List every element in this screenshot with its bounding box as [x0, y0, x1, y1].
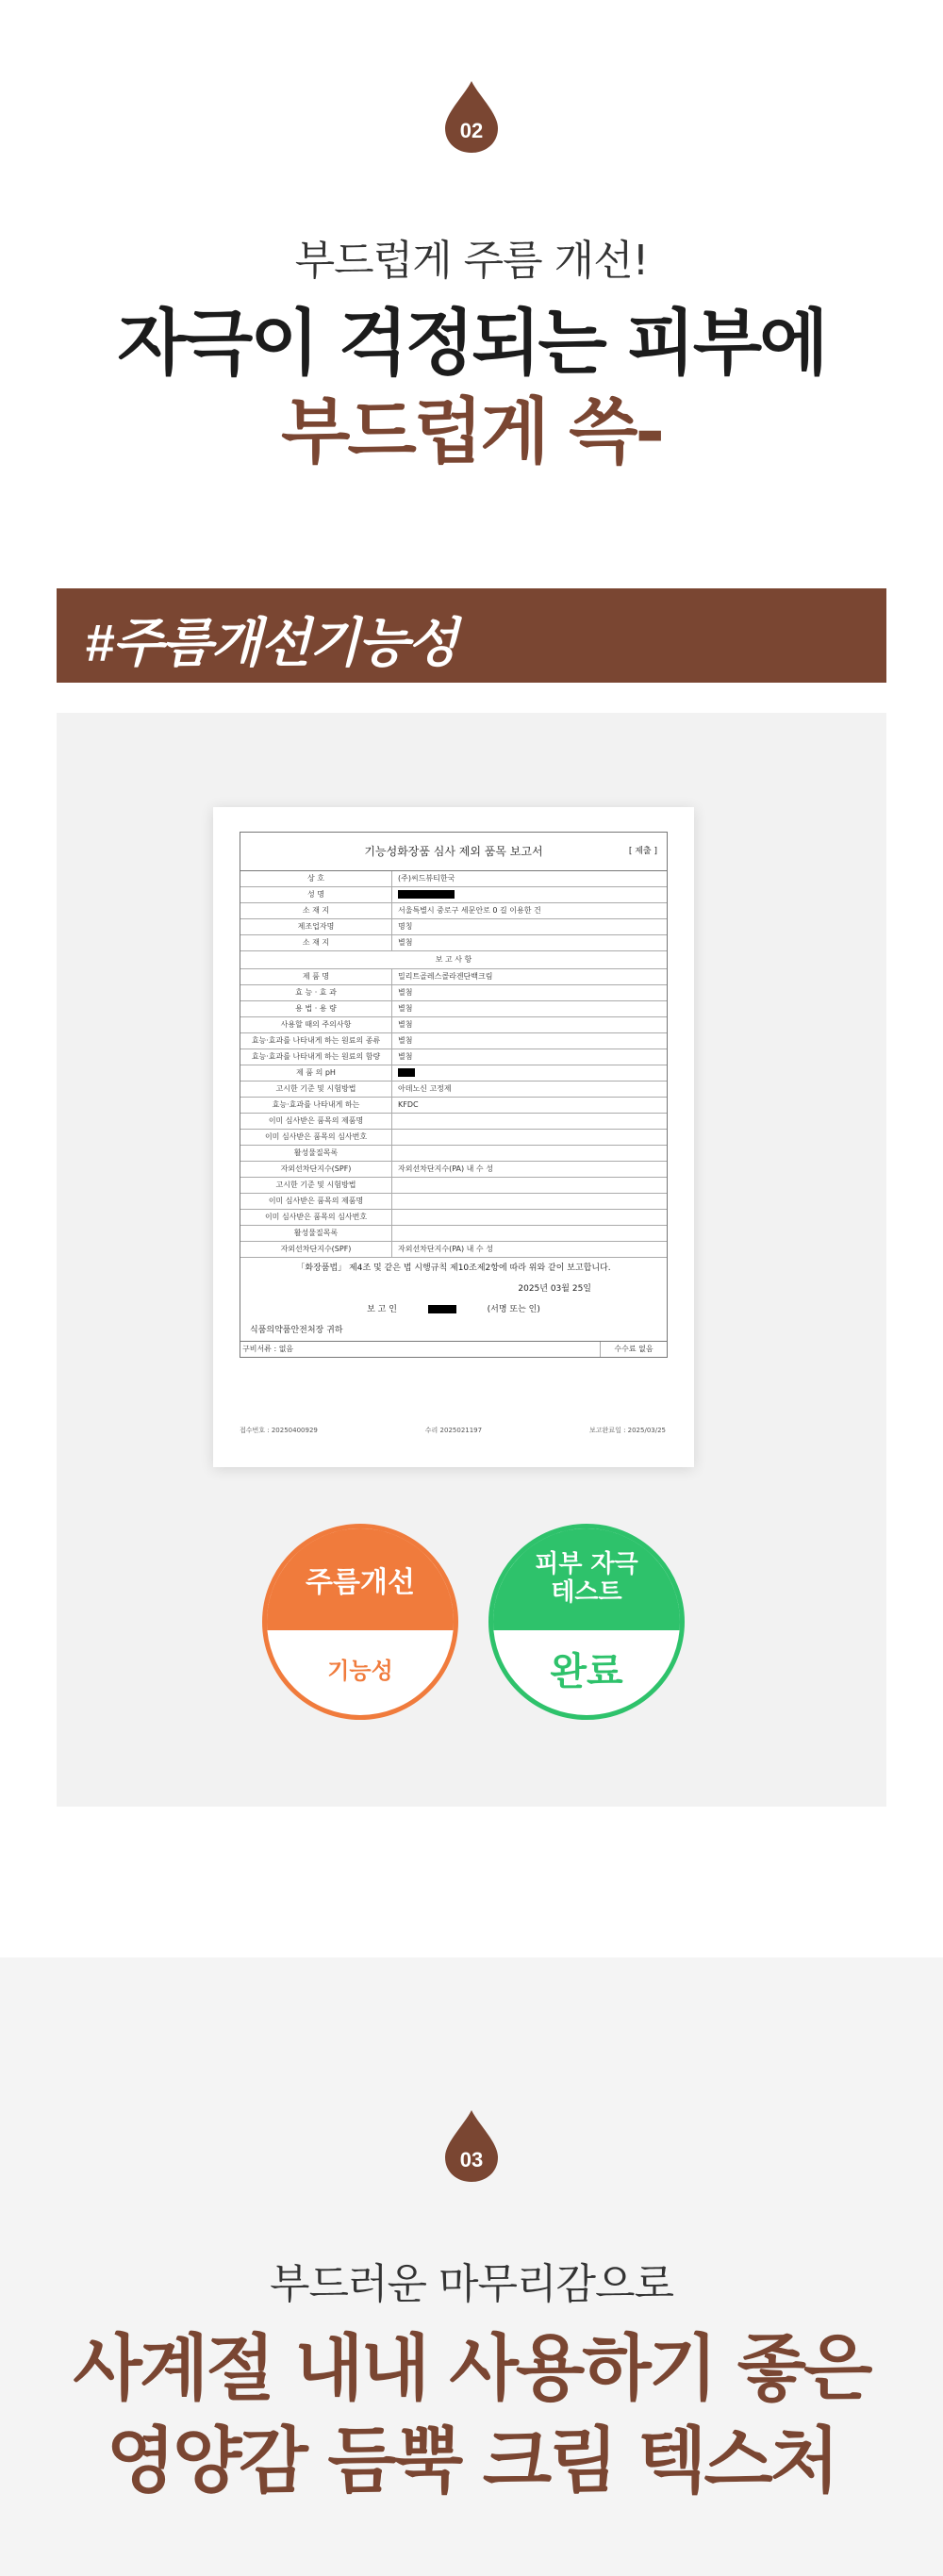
- form-row: 효능·효과를 나타내게 하는 원료의 종류 별첨: [240, 1033, 667, 1049]
- form-row: 소 재 지 서울특별시 중로구 세문안로 0 길 이용한 건: [240, 903, 667, 919]
- hashtag-label: #주름개선기능성: [85, 613, 456, 672]
- form-row: 활성물질목록: [240, 1146, 667, 1162]
- section-number: 02: [459, 119, 484, 142]
- redacted-block: [428, 1305, 456, 1313]
- attachment-row: 구비서류 : 없음 수수료 없음: [240, 1341, 667, 1357]
- form-row: 자외선차단지수(SPF) 자외선차단지수(PA) 내 수 성: [240, 1162, 667, 1178]
- certificate-panel: [57, 713, 886, 1807]
- section-headline-line1: 사계절 내내 사용하기 좋은: [73, 2326, 870, 2410]
- form-row: 효능·효과를 나타내게 하는 원료의 함량 별첨: [240, 1049, 667, 1065]
- section-headline-line2: 영양감 듬뿍 크림 텍스처: [106, 2419, 837, 2502]
- hashtag-banner: [57, 588, 886, 683]
- form-row: 제 품 명 밀리트골레스콜라겐단백크림: [240, 969, 667, 985]
- badge-bottom: 기능성: [327, 1657, 393, 1684]
- section-03: [0, 1957, 943, 2576]
- section-headline-line1: 자극이 걱정되는 피부에: [117, 301, 826, 385]
- form-row: 이미 심사받은 품목의 심사번호: [240, 1130, 667, 1146]
- form-row: 효능·효과를 나타내게 하는 KFDC: [240, 1098, 667, 1114]
- form-row: 이미 심사받은 품목의 제품명: [240, 1114, 667, 1130]
- form-row: 용 법 · 용 량 별첨: [240, 1001, 667, 1017]
- wrinkle-improvement-badge: [262, 1524, 458, 1720]
- form-row: 성 명: [240, 887, 667, 903]
- droplet-number-badge-03: [443, 2108, 500, 2184]
- report-section-label: 보 고 사 항: [240, 951, 667, 969]
- form-row: 고시한 기준 및 시험방법 아데노신 고정제: [240, 1082, 667, 1098]
- form-row: 고시한 기준 및 시험방법: [240, 1178, 667, 1194]
- form-row: 자외선차단지수(SPF) 자외선차단지수(PA) 내 수 성: [240, 1242, 667, 1258]
- recipient-line: 식품의약품안전처장 귀하: [250, 1326, 343, 1335]
- section-headline-line2: 부드럽게 쓱-: [280, 389, 663, 473]
- skin-irritation-test-badge: [488, 1524, 685, 1720]
- form-row: 제 품 의 pH: [240, 1065, 667, 1082]
- form-row: 효 능 · 효 과 별첨: [240, 985, 667, 1001]
- section-subtitle: 부드럽게 주름 개선!: [294, 237, 649, 285]
- report-date: 2025년 03월 25일: [518, 1284, 591, 1294]
- redacted-block: [398, 890, 455, 899]
- section-number: 03: [459, 2148, 484, 2171]
- badge-top: 주름개선: [267, 1528, 454, 1630]
- report-statement: 「화장품법」 제4조 및 같은 법 시행규칙 제10조제2항에 따라 위와 같이 보고합니다.: [296, 1263, 611, 1273]
- form-row: 제조업자명 명칭: [240, 919, 667, 935]
- form-row: 사용할 때의 주의사항 별첨: [240, 1017, 667, 1033]
- form-row: 이미 심사받은 품목의 제품명: [240, 1194, 667, 1210]
- droplet-number-badge-02: [443, 79, 500, 155]
- document-tag: [ 제출 ]: [628, 847, 657, 856]
- form-row: 상 호 (주)씨드뷰티한국: [240, 871, 667, 887]
- certificate-document: [213, 807, 694, 1467]
- redacted-block: [398, 1068, 415, 1077]
- form-row: 소 재 지 별첨: [240, 935, 667, 951]
- form-row: 이미 심사받은 품목의 심사번호: [240, 1210, 667, 1226]
- badge-top: 피부 자극 테스트: [493, 1528, 680, 1630]
- document-footer: 접수번호 : 20250400929 수리 2025021197 보고완료일 : 2025/03/25: [240, 1427, 666, 1434]
- droplet-icon: [443, 2108, 500, 2184]
- certificate-form: [240, 832, 668, 1358]
- reporter-line: 보 고 인 (서명 또는 인): [367, 1305, 540, 1314]
- section-subtitle: 부드러운 마무리감으로: [269, 2260, 674, 2308]
- form-row: 활성물질목록: [240, 1226, 667, 1242]
- badge-bottom: 완료: [550, 1649, 623, 1693]
- document-title: 기능성화장품 심사 제외 품목 보고서 [ 제출 ]: [240, 833, 667, 871]
- droplet-icon: [443, 79, 500, 155]
